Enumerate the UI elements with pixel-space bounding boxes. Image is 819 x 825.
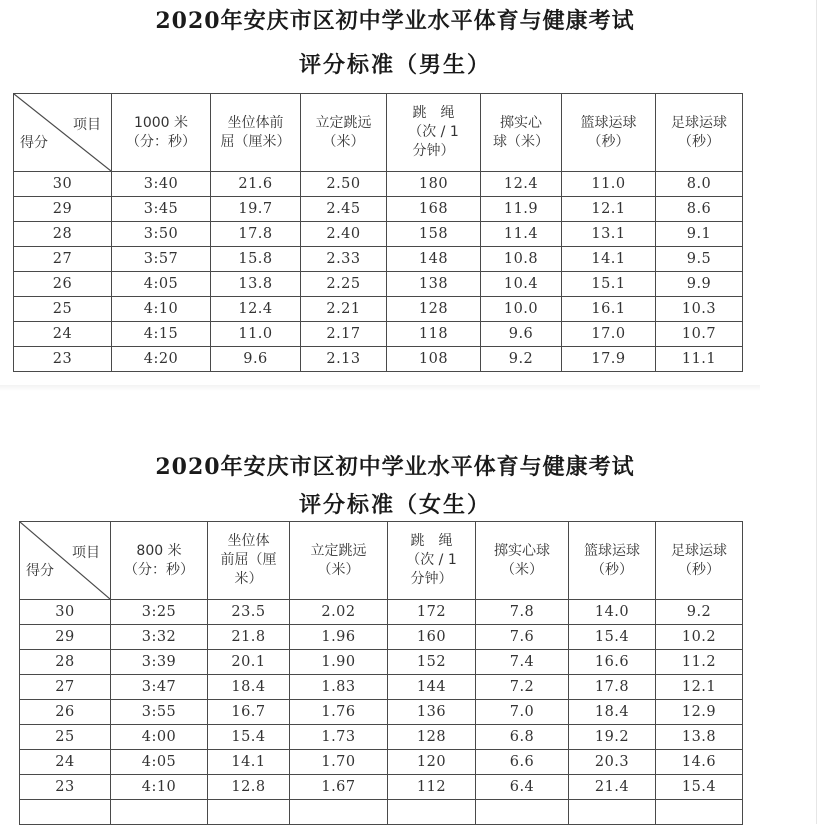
value-cell: 17.8: [211, 222, 301, 247]
table-row: [20, 625, 743, 650]
value-cell: 11.1: [656, 347, 743, 372]
table-row: [20, 800, 743, 825]
value-cell: 112: [388, 775, 476, 800]
value-cell: 2.21: [301, 297, 387, 322]
value-cell: 7.2: [476, 675, 569, 700]
score-cell: 24: [20, 750, 111, 775]
value-cell: 180: [387, 172, 481, 197]
corner-header-cell: [14, 94, 112, 172]
score-cell: 23: [14, 347, 112, 372]
value-cell: 17.8: [569, 675, 656, 700]
table-row: [20, 600, 743, 625]
value-cell: 11.0: [211, 322, 301, 347]
score-label: 得分: [26, 563, 54, 579]
value-cell: 12.8: [208, 775, 290, 800]
value-cell: 2.33: [301, 247, 387, 272]
value-cell: 10.2: [656, 625, 743, 650]
value-cell: 15.8: [211, 247, 301, 272]
value-cell: 17.9: [562, 347, 656, 372]
value-cell: 14.1: [208, 750, 290, 775]
value-cell: 12.4: [211, 297, 301, 322]
value-cell: 15.4: [208, 725, 290, 750]
header-medicine-ball: 掷实心 球（米）: [481, 94, 562, 172]
value-cell: 14.1: [562, 247, 656, 272]
value-cell: 3:55: [111, 700, 208, 725]
value-cell: 19.7: [211, 197, 301, 222]
value-cell: 108: [387, 347, 481, 372]
value-cell: [656, 800, 743, 825]
header-jump-rope: 跳 绳 （次 / 1 分钟）: [387, 94, 481, 172]
value-cell: 4:05: [112, 272, 211, 297]
value-cell: 15.1: [562, 272, 656, 297]
value-cell: 20.1: [208, 650, 290, 675]
value-cell: 136: [388, 700, 476, 725]
score-cell: [20, 800, 111, 825]
table-bottom-shadow: [0, 385, 760, 391]
header-football-dribble: 足球运球 （秒）: [656, 94, 743, 172]
value-cell: 15.4: [656, 775, 743, 800]
table-row: [20, 775, 743, 800]
header-basketball-dribble: 篮球运球 （秒）: [569, 522, 656, 600]
score-cell: 24: [14, 322, 112, 347]
table-row: [20, 725, 743, 750]
value-cell: 10.0: [481, 297, 562, 322]
table-row: [14, 222, 743, 247]
table-row: [14, 172, 743, 197]
table-row: [14, 297, 743, 322]
value-cell: 10.7: [656, 322, 743, 347]
value-cell: 9.2: [481, 347, 562, 372]
value-cell: 4:00: [111, 725, 208, 750]
item-label: 项目: [72, 545, 100, 561]
value-cell: 12.1: [656, 675, 743, 700]
value-cell: 10.4: [481, 272, 562, 297]
header-800m: 800 米 （分：秒）: [111, 522, 208, 600]
value-cell: 1.96: [290, 625, 388, 650]
boys-title: 2020年安庆市区初中学业水平体育与健康考试: [155, 8, 635, 34]
header-standing-long-jump: 立定跳远 （米）: [301, 94, 387, 172]
score-cell: 26: [20, 700, 111, 725]
value-cell: 1.73: [290, 725, 388, 750]
girls-title: 2020年安庆市区初中学业水平体育与健康考试: [155, 454, 635, 480]
value-cell: 148: [387, 247, 481, 272]
value-cell: 1.76: [290, 700, 388, 725]
value-cell: 16.6: [569, 650, 656, 675]
value-cell: 3:47: [111, 675, 208, 700]
value-cell: 4:10: [112, 297, 211, 322]
corner-header-cell: [20, 522, 111, 600]
table-row: [20, 700, 743, 725]
value-cell: 138: [387, 272, 481, 297]
header-jump-rope: 跳 绳 （次 / 1 分钟）: [388, 522, 476, 600]
score-cell: 30: [20, 600, 111, 625]
value-cell: 1.67: [290, 775, 388, 800]
boys-score-table: [13, 93, 743, 372]
header-sit-and-reach: 坐位体 前屈（厘 米）: [208, 522, 290, 600]
table-row: [20, 650, 743, 675]
value-cell: [290, 800, 388, 825]
header-standing-long-jump: 立定跳远 （米）: [290, 522, 388, 600]
header-row: [14, 94, 743, 172]
value-cell: 13.1: [562, 222, 656, 247]
value-cell: 168: [387, 197, 481, 222]
boys-subtitle: 评分标准（男生）: [298, 52, 491, 78]
value-cell: 11.9: [481, 197, 562, 222]
score-cell: 23: [20, 775, 111, 800]
page-edge-rule: [816, 0, 817, 824]
value-cell: 10.8: [481, 247, 562, 272]
header-football-dribble: 足球运球 （秒）: [656, 522, 743, 600]
value-cell: 9.1: [656, 222, 743, 247]
girls-subtitle: 评分标准（女生）: [298, 492, 491, 518]
value-cell: 3:45: [112, 197, 211, 222]
value-cell: 13.8: [211, 272, 301, 297]
value-cell: 2.17: [301, 322, 387, 347]
table-row: [20, 675, 743, 700]
value-cell: 6.6: [476, 750, 569, 775]
table-row: [14, 272, 743, 297]
value-cell: 11.4: [481, 222, 562, 247]
value-cell: 12.4: [481, 172, 562, 197]
value-cell: 3:25: [111, 600, 208, 625]
value-cell: 158: [387, 222, 481, 247]
value-cell: 15.4: [569, 625, 656, 650]
value-cell: [476, 800, 569, 825]
score-cell: 27: [20, 675, 111, 700]
score-cell: 28: [20, 650, 111, 675]
table-row: [20, 750, 743, 775]
value-cell: 2.02: [290, 600, 388, 625]
value-cell: 128: [387, 297, 481, 322]
value-cell: 9.9: [656, 272, 743, 297]
value-cell: 9.2: [656, 600, 743, 625]
value-cell: 152: [388, 650, 476, 675]
value-cell: 7.0: [476, 700, 569, 725]
value-cell: [388, 800, 476, 825]
value-cell: 23.5: [208, 600, 290, 625]
value-cell: 8.6: [656, 197, 743, 222]
header-medicine-ball: 掷实心球 （米）: [476, 522, 569, 600]
value-cell: 1.90: [290, 650, 388, 675]
value-cell: [569, 800, 656, 825]
table-row: [14, 247, 743, 272]
table-row: [14, 347, 743, 372]
value-cell: 7.4: [476, 650, 569, 675]
value-cell: 10.3: [656, 297, 743, 322]
value-cell: 4:10: [111, 775, 208, 800]
value-cell: 4:05: [111, 750, 208, 775]
value-cell: 12.9: [656, 700, 743, 725]
girls-score-table: [19, 521, 743, 825]
value-cell: 17.0: [562, 322, 656, 347]
value-cell: 16.1: [562, 297, 656, 322]
value-cell: 2.50: [301, 172, 387, 197]
value-cell: 9.5: [656, 247, 743, 272]
score-cell: 30: [14, 172, 112, 197]
value-cell: 3:40: [112, 172, 211, 197]
value-cell: 3:39: [111, 650, 208, 675]
value-cell: 21.8: [208, 625, 290, 650]
item-label: 项目: [73, 117, 101, 133]
value-cell: 2.40: [301, 222, 387, 247]
value-cell: 7.6: [476, 625, 569, 650]
value-cell: 18.4: [569, 700, 656, 725]
score-cell: 29: [14, 197, 112, 222]
header-sit-and-reach: 坐位体前 屈（厘米）: [211, 94, 301, 172]
value-cell: 1.70: [290, 750, 388, 775]
value-cell: 120: [388, 750, 476, 775]
score-cell: 25: [20, 725, 111, 750]
value-cell: [208, 800, 290, 825]
value-cell: 3:50: [112, 222, 211, 247]
header-basketball-dribble: 篮球运球 （秒）: [562, 94, 656, 172]
value-cell: 6.4: [476, 775, 569, 800]
value-cell: 20.3: [569, 750, 656, 775]
value-cell: 13.8: [656, 725, 743, 750]
value-cell: 144: [388, 675, 476, 700]
value-cell: 21.6: [211, 172, 301, 197]
value-cell: 19.2: [569, 725, 656, 750]
value-cell: 14.6: [656, 750, 743, 775]
value-cell: 3:57: [112, 247, 211, 272]
table-row: [14, 322, 743, 347]
value-cell: 2.25: [301, 272, 387, 297]
value-cell: 3:32: [111, 625, 208, 650]
value-cell: 6.8: [476, 725, 569, 750]
value-cell: 2.13: [301, 347, 387, 372]
value-cell: 12.1: [562, 197, 656, 222]
value-cell: 1.83: [290, 675, 388, 700]
value-cell: 11.0: [562, 172, 656, 197]
value-cell: 16.7: [208, 700, 290, 725]
value-cell: 9.6: [211, 347, 301, 372]
score-cell: 25: [14, 297, 112, 322]
score-label: 得分: [20, 135, 48, 151]
score-cell: 28: [14, 222, 112, 247]
value-cell: 18.4: [208, 675, 290, 700]
score-cell: 27: [14, 247, 112, 272]
value-cell: 4:15: [112, 322, 211, 347]
value-cell: 21.4: [569, 775, 656, 800]
table-row: [14, 197, 743, 222]
header-row: [20, 522, 743, 600]
value-cell: 9.6: [481, 322, 562, 347]
value-cell: 7.8: [476, 600, 569, 625]
value-cell: 118: [387, 322, 481, 347]
value-cell: 14.0: [569, 600, 656, 625]
value-cell: 128: [388, 725, 476, 750]
value-cell: 4:20: [112, 347, 211, 372]
value-cell: 11.2: [656, 650, 743, 675]
header-1000m: 1000 米 （分：秒）: [112, 94, 211, 172]
value-cell: 172: [388, 600, 476, 625]
value-cell: [111, 800, 208, 825]
score-cell: 29: [20, 625, 111, 650]
value-cell: 2.45: [301, 197, 387, 222]
value-cell: 160: [388, 625, 476, 650]
score-cell: 26: [14, 272, 112, 297]
value-cell: 8.0: [656, 172, 743, 197]
